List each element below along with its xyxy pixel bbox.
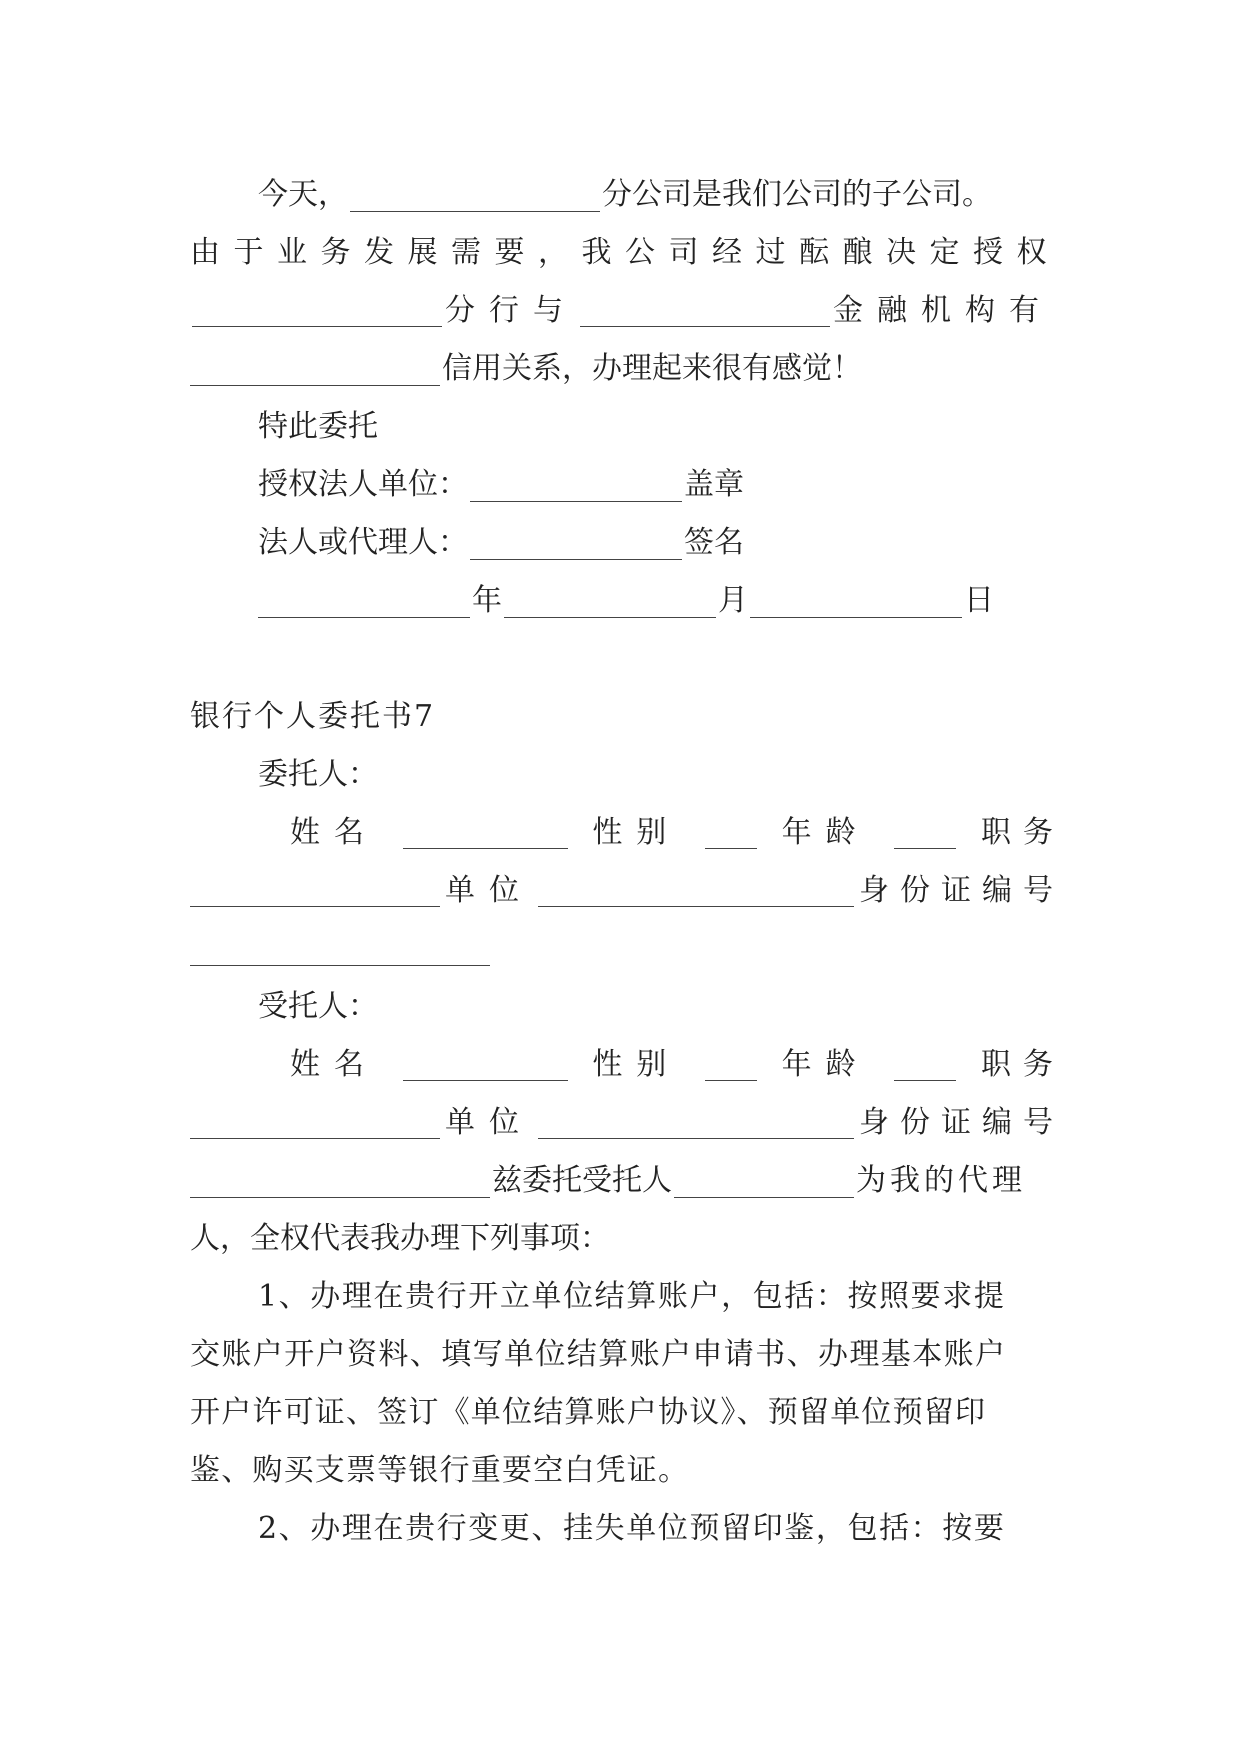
text: 交账户开户资料、填写单位结算账户申请书、办理基本账户	[190, 1337, 1007, 1372]
item-2-line-1	[190, 1500, 1053, 1558]
age-label: 年龄	[781, 815, 870, 850]
paragraph-line	[190, 224, 1060, 282]
unit-label: 单位	[445, 1105, 533, 1140]
text: 委托人：	[258, 757, 378, 792]
text: 今天，	[258, 177, 348, 212]
position-field[interactable]	[190, 876, 440, 907]
text: 人，全权代表我办理下列事项：	[190, 1221, 610, 1256]
id-label: 身份证编号	[859, 873, 1064, 908]
position-field[interactable]	[190, 1108, 440, 1139]
unit-label: 单位	[445, 873, 533, 908]
blank-field[interactable]	[192, 296, 442, 327]
section-title	[190, 688, 1053, 746]
agent-entrust-line	[190, 1152, 1053, 1210]
agent-entrust-line-2	[190, 1210, 1053, 1268]
month-label: 月	[718, 583, 748, 618]
suffix: 盖章	[684, 467, 744, 502]
age-label: 年龄	[781, 1047, 870, 1082]
text: 受托人：	[258, 989, 378, 1024]
text: 特此委托	[258, 409, 378, 444]
label: 授权法人单位：	[258, 467, 468, 502]
position-label: 职务	[980, 815, 1065, 850]
paragraph-line	[190, 282, 1053, 340]
date-line	[190, 572, 1053, 630]
legal-person-field[interactable]	[470, 529, 682, 560]
day-field[interactable]	[750, 587, 962, 618]
paragraph-line	[190, 340, 1053, 398]
item-1-line-3	[190, 1384, 1053, 1442]
age-field[interactable]	[894, 1050, 956, 1081]
text: 分公司是我们公司的子公司。	[602, 177, 992, 212]
text: 开户许可证、签订《单位结算账户协议》、预留单位预留印	[190, 1395, 987, 1430]
text: 分行与	[445, 293, 577, 328]
legal-person-line	[190, 514, 1053, 572]
blank-field[interactable]	[580, 296, 830, 327]
text: 兹委托受托人	[492, 1163, 672, 1198]
spacer	[190, 630, 1053, 688]
month-field[interactable]	[504, 587, 716, 618]
item-1-line-2	[190, 1326, 1053, 1384]
blank-field[interactable]	[190, 355, 440, 386]
text: 2、办理在贵行变更、挂失单位预留印鉴，包括：按要	[258, 1511, 1006, 1546]
agent-heading	[190, 978, 1053, 1036]
text: 由于业务发展需要，我公司经过酝酿决定授权	[190, 235, 1060, 270]
gender-field[interactable]	[705, 1050, 757, 1081]
gender-label: 性别	[592, 1047, 681, 1082]
text: 信用关系，办理起来很有感觉！	[442, 351, 862, 386]
paragraph-line	[190, 166, 1053, 224]
unit-field[interactable]	[538, 876, 854, 907]
name-field[interactable]	[403, 1050, 568, 1081]
id-field[interactable]	[190, 1167, 490, 1198]
principal-info-line	[190, 804, 1065, 862]
year-field[interactable]	[258, 587, 470, 618]
label: 法人或代理人：	[258, 525, 468, 560]
suffix: 签名	[684, 525, 744, 560]
text: 鉴、购买支票等银行重要空白凭证。	[190, 1453, 690, 1488]
entrust-note	[190, 398, 1053, 456]
blank-field[interactable]	[350, 181, 600, 212]
auth-unit-line	[190, 456, 1053, 514]
agent-field[interactable]	[674, 1167, 854, 1198]
text: 银行个人委托书7	[190, 699, 436, 734]
principal-id-line	[190, 920, 1053, 978]
gender-field[interactable]	[705, 818, 757, 849]
position-label: 职务	[980, 1047, 1065, 1082]
auth-unit-field[interactable]	[470, 471, 682, 502]
age-field[interactable]	[894, 818, 956, 849]
day-label: 日	[964, 583, 994, 618]
name-label: 姓名	[290, 1047, 378, 1082]
agent-info-line	[190, 1036, 1065, 1094]
name-label: 姓名	[290, 815, 378, 850]
agent-unit-line	[190, 1094, 1064, 1152]
id-label: 身份证编号	[859, 1105, 1064, 1140]
year-label: 年	[472, 583, 502, 618]
principal-unit-line	[190, 862, 1064, 920]
name-field[interactable]	[403, 818, 568, 849]
gender-label: 性别	[592, 815, 681, 850]
principal-heading	[190, 746, 1053, 804]
item-1-line-4	[190, 1442, 1053, 1500]
id-field[interactable]	[190, 935, 490, 966]
text: 1、办理在贵行开立单位结算账户，包括：按照要求提	[258, 1279, 1006, 1314]
text: 金融机构有	[833, 293, 1053, 328]
unit-field[interactable]	[538, 1108, 854, 1139]
item-1-line-1	[190, 1268, 1053, 1326]
text: 为我的代理	[856, 1163, 1026, 1198]
